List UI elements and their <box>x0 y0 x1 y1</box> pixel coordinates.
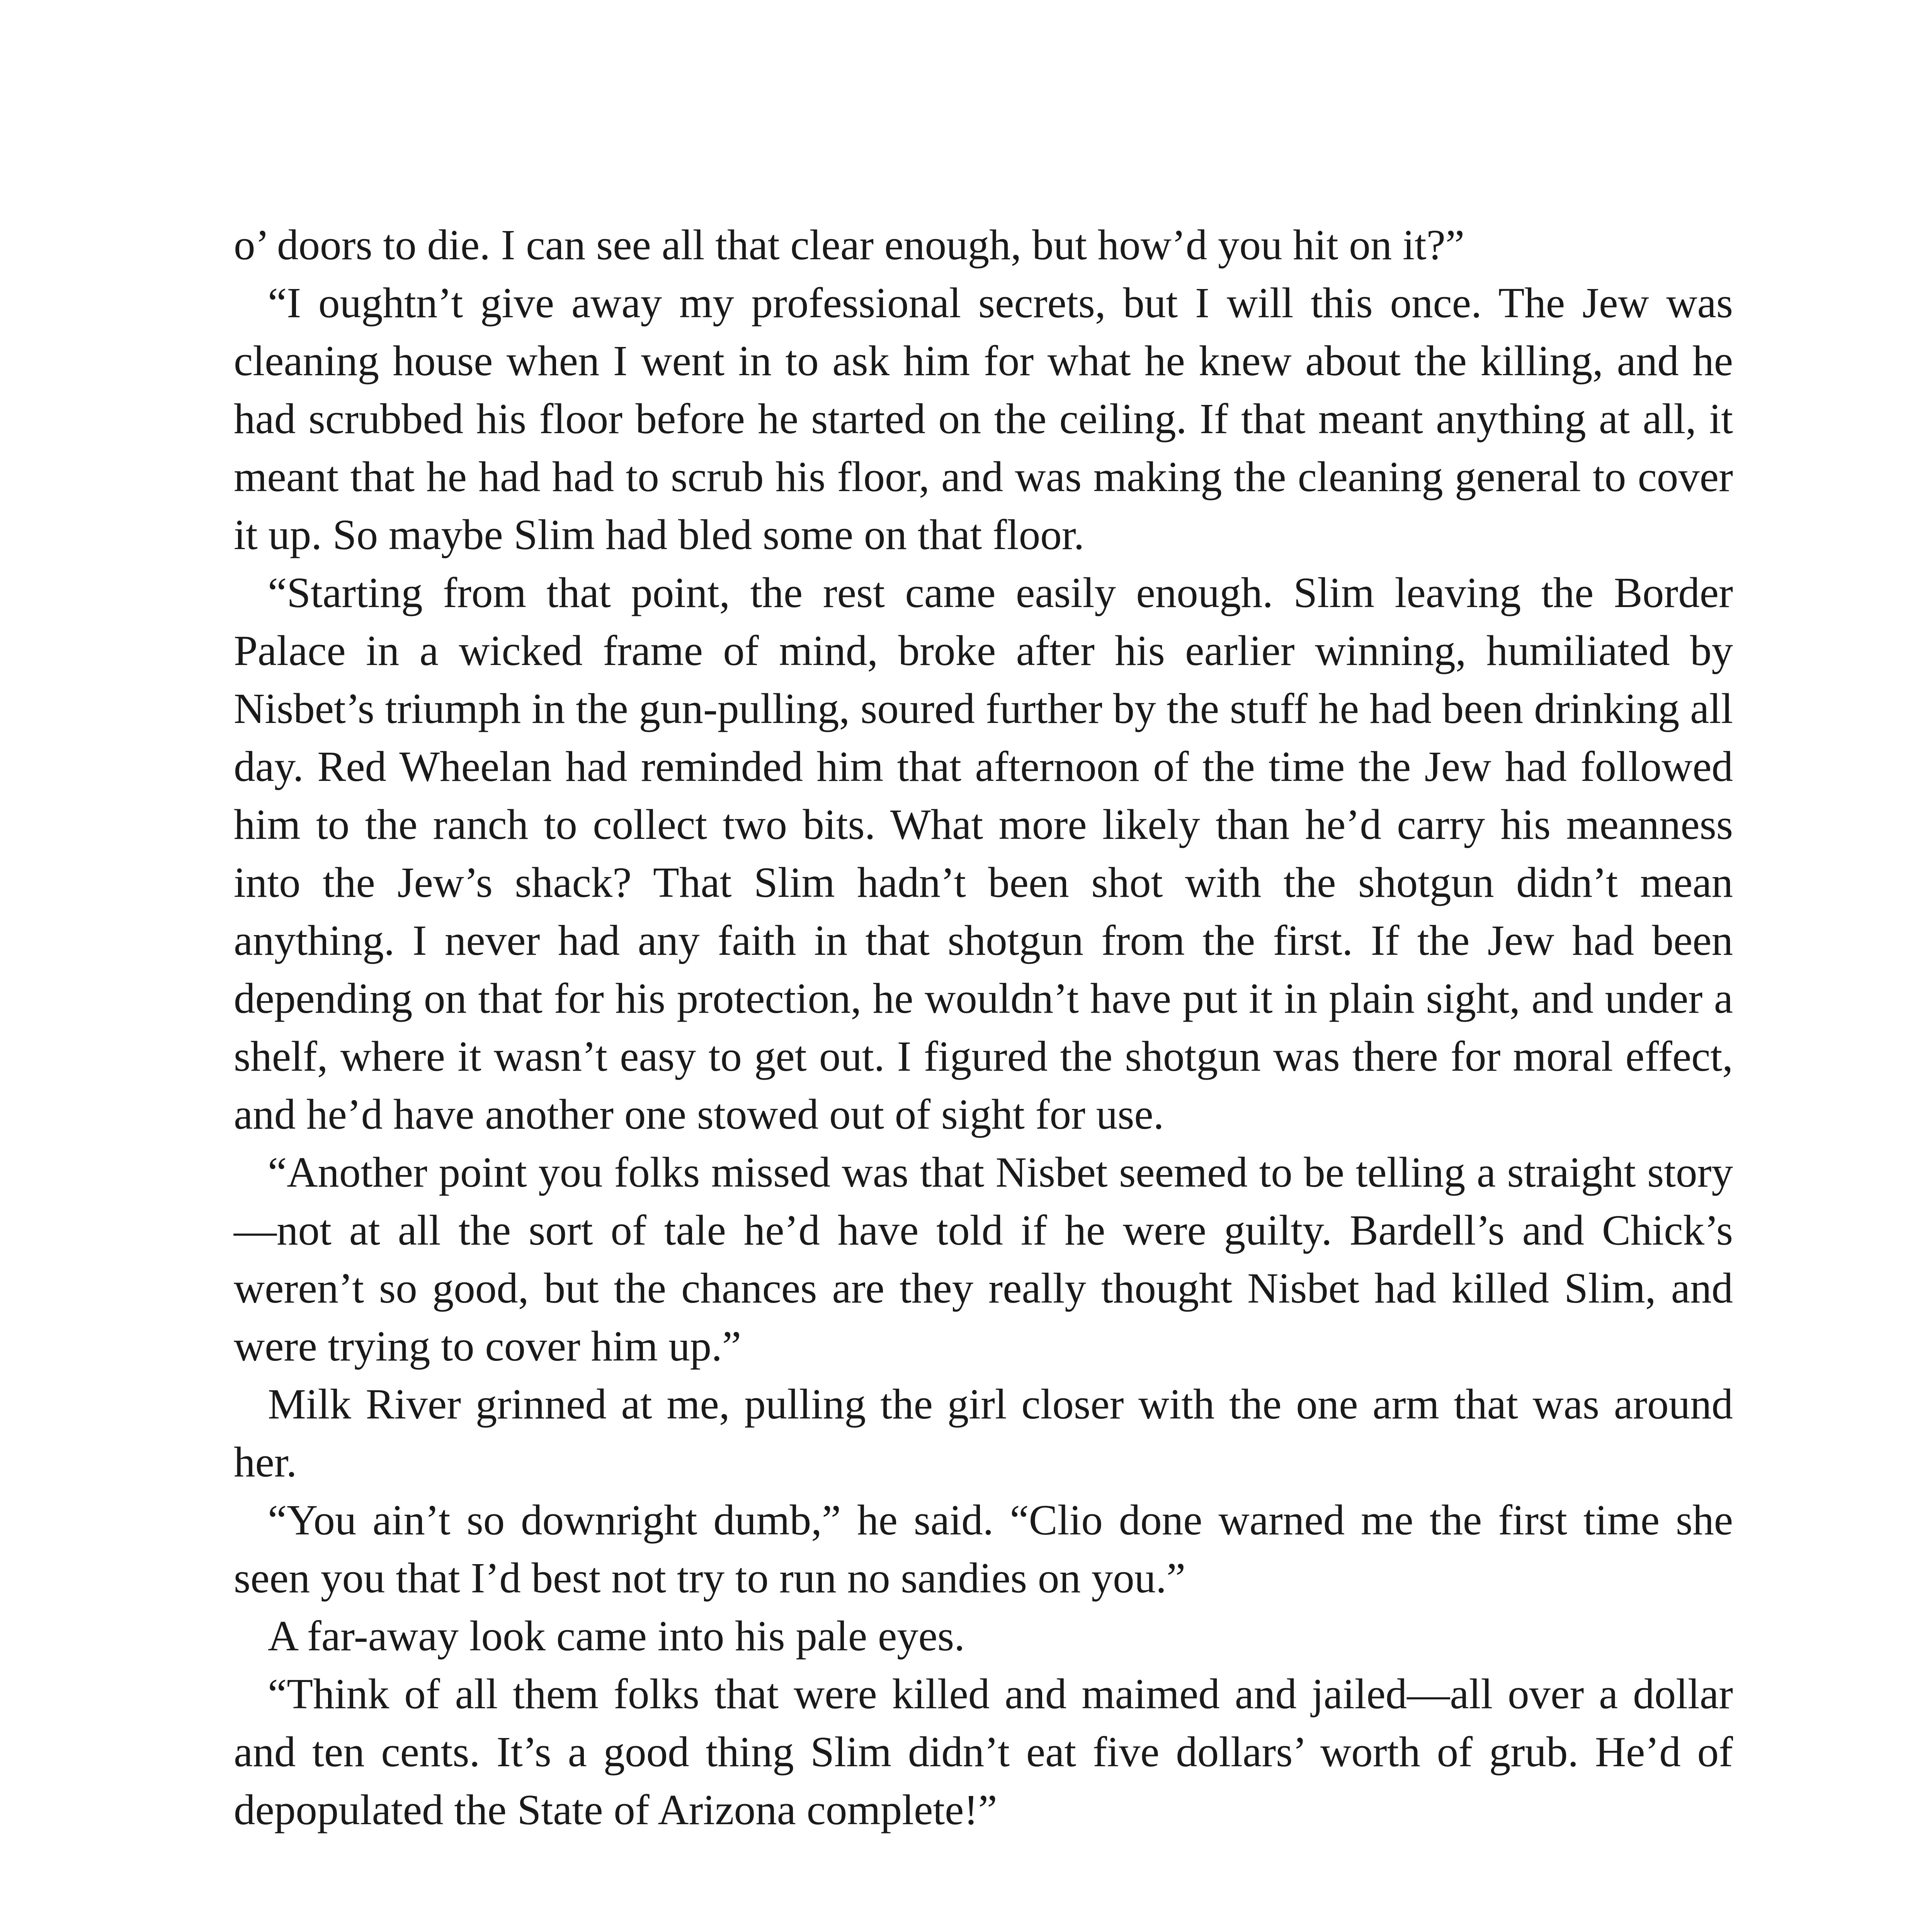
paragraph-8: “Think of all them folks that were killed and maimed and jailed—all over a dollar and ten cents. It’s a good thing Slim didn’t eat five dollars’ worth of grub. He’d of depopulated the State of Arizona complete!” <box>234 1670 1733 1834</box>
paragraph-5: Milk River grinned at me, pulling the girl closer with the one arm that was around her. <box>234 1381 1733 1486</box>
paragraph-4: “Another point you folks missed was that Nisbet seemed to be telling a straight story—not at all the sort of tale he’d have told if he were guilty. Bardell’s and Chick’s weren’t so good, but the chances are they really thought Nisbet had killed Slim, and were trying to cover him up.” <box>234 1149 1733 1370</box>
paragraph-2: “I oughtn’t give away my professional secrets, but I will this once. The Jew was cleaning house when I went in to ask him for what he knew about the killing, and he had scrubbed his floor before he started on the ceiling. If that meant anything at all, it meant that he had had to scrub his floor, and was making the cleaning general to cover it up. So maybe Slim had bled some on that floor. <box>234 279 1733 559</box>
page-text <box>234 216 1733 1839</box>
paragraph-1: o’ doors to die. I can see all that clear enough, but how’d you hit on it?” <box>234 221 1465 269</box>
paragraph-7: A far-away look came into his pale eyes. <box>268 1612 965 1660</box>
paragraph-3: “Starting from that point, the rest came easily enough. Slim leaving the Border Palace in a wicked frame of mind, broke after his earlier winning, humiliated by Nisbet’s triumph in the gun-pulling, soured further by the stuff he had been drinking all day. Red Wheelan had reminded him that afternoon of the time the Jew had followed him to the ranch to collect two bits. What more likely than he’d carry his meanness into the Jew’s shack? That Slim hadn’t been shot with the shotgun didn’t mean anything. I never had any faith in that shotgun from the first. If the Jew had been depending on that for his protection, he wouldn’t have put it in plain sight, and under a shelf, where it wasn’t easy to get out. I figured the shotgun was there for moral effect, and he’d have another one stowed out of sight for use. <box>234 569 1733 1138</box>
paragraph-6: “You ain’t so downright dumb,” he said. “Clio done warned me the first time she seen you that I’d best not try to run no sandies on you.” <box>234 1497 1733 1602</box>
